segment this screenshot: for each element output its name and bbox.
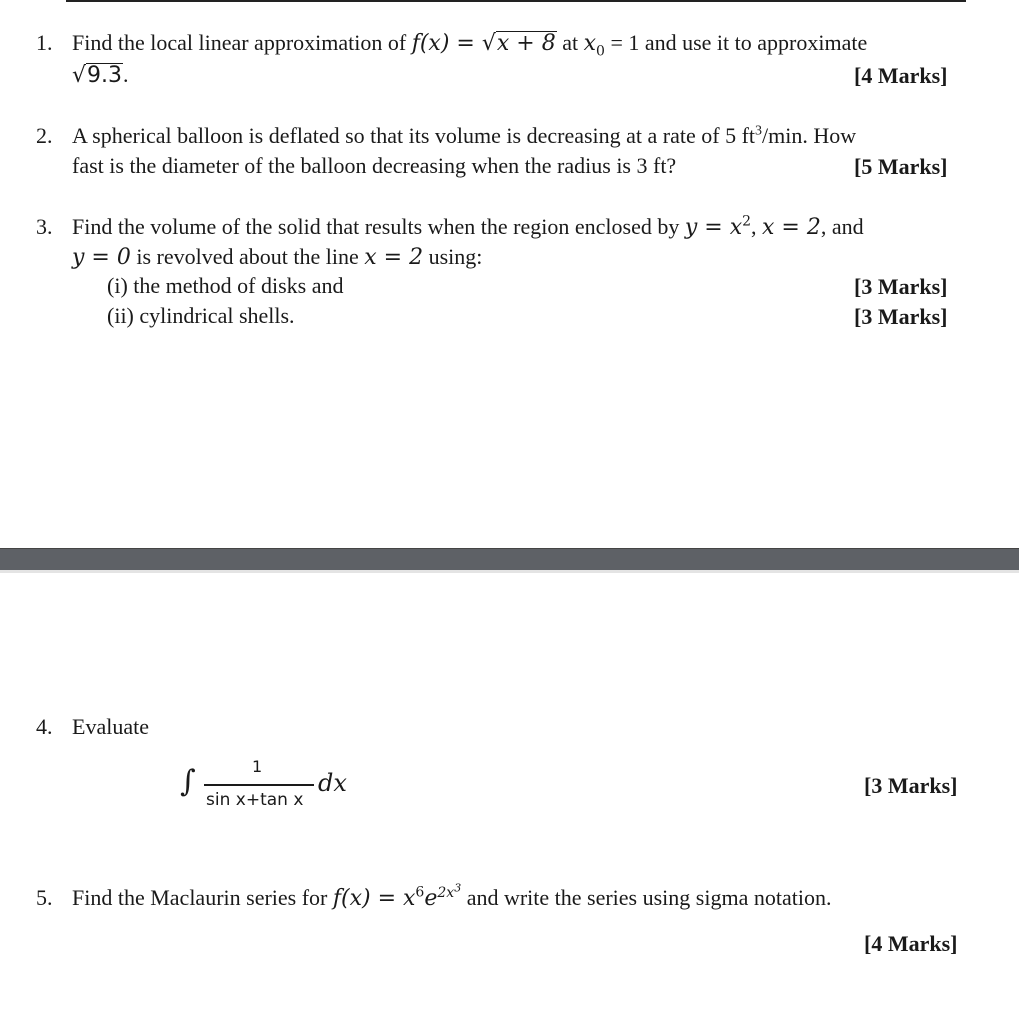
fraction-denominator: sin x+tan x — [206, 790, 304, 810]
question-3-math-y0: y = 0 — [72, 245, 131, 270]
question-1-line-1: Find the local linear approximation of f(x) = √x + 8 at $x_0 = 1$ and use it to approximate — [72, 30, 868, 60]
question-3-text-and: , and — [820, 214, 864, 239]
question-1-text-a: Find the local linear approximation of — [72, 30, 412, 55]
top-rule — [66, 0, 966, 2]
question-2-number: 2. — [36, 123, 53, 148]
question-2-text-a: A spherical balloon is deflated so that its volume is decreasing at a rate of 5 ft — [72, 123, 756, 148]
question-3-part-ii: (ii) cylindrical shells. — [107, 303, 295, 328]
question-1-number: 1. — [36, 30, 53, 55]
question-3-part-i-marks: [3 Marks] — [854, 274, 948, 299]
question-5-marks: [4 Marks] — [864, 931, 958, 956]
question-1-sqrt-value: 9.3 — [87, 63, 123, 88]
question-3-math-line: x = 2 — [364, 245, 424, 270]
fraction-numerator: 1 — [252, 757, 263, 776]
question-1-line-2: √9.3. — [72, 62, 129, 88]
question-1-sqrt-expression: x + 8 — [496, 31, 556, 56]
page-break-shadow — [0, 570, 1019, 573]
question-3-line-2 — [72, 242, 482, 273]
question-5-text-a: Find the Maclaurin series for — [72, 885, 333, 910]
question-3-part-ii-marks: [3 Marks] — [854, 304, 948, 329]
question-4-text: Evaluate — [72, 714, 149, 739]
fraction-bar — [204, 784, 314, 786]
question-1-x0-sub: 0 — [596, 43, 605, 60]
question-3-number: 3. — [36, 214, 53, 239]
question-4-marks: [3 Marks] — [864, 773, 958, 798]
question-4-number: 4. — [36, 714, 53, 739]
question-5-power-6: 6 — [415, 884, 425, 901]
question-3-part-i: (i) the method of disks and — [107, 273, 344, 298]
question-3-comma: , — [751, 214, 763, 239]
question-3-text-c: using: — [423, 244, 483, 269]
question-2-line-1 — [72, 121, 856, 151]
question-2-marks: [5 Marks] — [854, 154, 948, 179]
question-1-function: f(x) = — [411, 31, 482, 56]
question-5-function: f(x) = x — [332, 886, 416, 911]
question-5-e: e — [424, 886, 438, 911]
question-3-text-b: is revolved about the line — [130, 244, 365, 269]
question-3-text-a: Find the volume of the solid that results when the region enclosed by — [72, 214, 685, 239]
question-2-line-2: fast is the diameter of the balloon decreasing when the radius is 3 ft? — [72, 153, 677, 178]
question-3-line-1 — [72, 212, 864, 243]
question-3-math-x: x = 2 — [762, 215, 821, 240]
question-1-marks: [4 Marks] — [854, 63, 948, 88]
question-3-math-y: y = x — [684, 215, 743, 240]
integral-sign: ∫ — [180, 764, 196, 799]
question-1-period: . — [123, 62, 129, 87]
question-1-text-b: at — [556, 30, 584, 55]
question-2-text-b: /min. How — [762, 123, 857, 148]
question-5-exponent: 2x3 — [437, 881, 462, 901]
question-2-cubed: 3 — [755, 123, 763, 139]
question-5-line — [72, 883, 831, 914]
page-break-divider — [0, 548, 1019, 572]
question-3-squared: 2 — [742, 213, 752, 230]
question-1-x0: x — [583, 31, 597, 56]
integral-dx: dx — [318, 769, 347, 797]
question-1-text-c: = 1 and use it to approximate — [604, 30, 868, 55]
question-5-text-b: and write the series using sigma notation. — [461, 885, 832, 910]
question-5-number: 5. — [36, 885, 53, 910]
